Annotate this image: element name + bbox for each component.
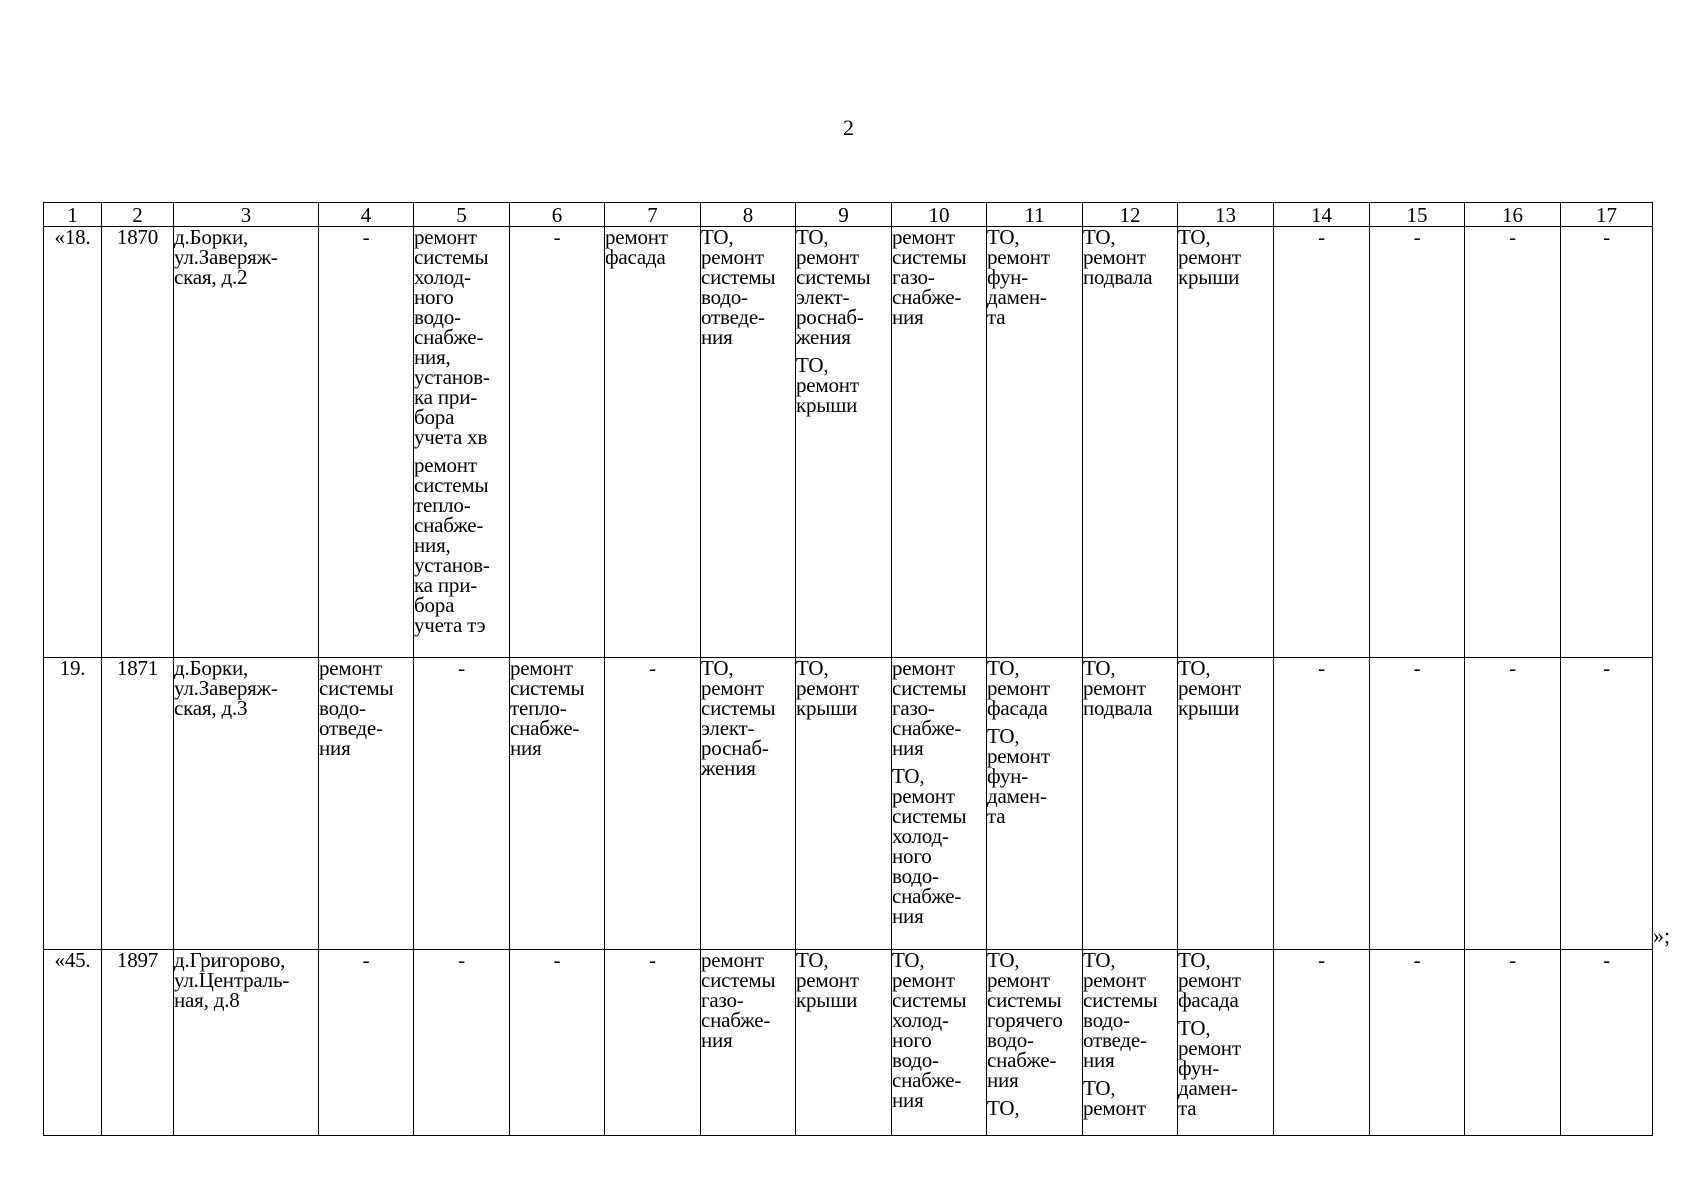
- work-cell: [319, 658, 414, 950]
- dash-text: -: [1413, 226, 1421, 249]
- work-cell: [892, 227, 987, 658]
- row-number-cell-text: «45.: [54, 949, 91, 972]
- work-cell: [605, 227, 701, 658]
- work-cell: [796, 658, 892, 950]
- dash-text: -: [1603, 949, 1610, 972]
- column-header: 12: [1083, 203, 1178, 227]
- row-id-cell-text: 1871: [116, 657, 159, 680]
- work-item-text: ремонт системы тепло- снабже- ния: [510, 657, 585, 760]
- address-cell-text: д.Борки, ул.Заверяж- ская, д.3: [174, 657, 278, 720]
- column-header: 6: [510, 203, 605, 227]
- work-cell: [1274, 950, 1370, 1136]
- work-item-text: ТО,: [987, 1096, 1020, 1120]
- header-row: [44, 203, 1653, 227]
- work-item-text: ТО, ремонт крыши: [1178, 226, 1241, 289]
- column-header: 16: [1465, 203, 1561, 227]
- work-cell: [701, 227, 796, 658]
- work-item-text: ТО, ремонт системы холод- ного водо- снабже- ния: [892, 949, 967, 1112]
- work-cell: [510, 950, 605, 1136]
- dash-text: -: [458, 949, 465, 972]
- dash-text: -: [1318, 657, 1325, 680]
- work-cell: [1465, 658, 1561, 950]
- work-cell: [987, 227, 1083, 658]
- work-cell: [510, 658, 605, 950]
- work-cell: [1561, 950, 1653, 1136]
- work-item-text: ТО, ремонт системы горячего водо- снабже- ния: [987, 949, 1063, 1092]
- work-cell: [701, 658, 796, 950]
- work-item-text: ТО, ремонт крыши: [796, 949, 859, 1012]
- work-cell: [1083, 950, 1178, 1136]
- dash-text: -: [362, 226, 370, 249]
- work-cell: [796, 227, 892, 658]
- column-header: 13: [1178, 203, 1274, 227]
- work-cell: [892, 658, 987, 950]
- dash-text: -: [1509, 949, 1516, 972]
- row-number-cell: [44, 227, 102, 658]
- row-id-cell: [102, 227, 174, 658]
- column-header: 14: [1274, 203, 1370, 227]
- dash-text: -: [1413, 657, 1421, 680]
- work-item-text: ТО, ремонт подвала: [1083, 226, 1153, 289]
- work-cell: [701, 950, 796, 1136]
- work-cell: [414, 950, 510, 1136]
- dash-text: -: [1603, 226, 1610, 249]
- work-item-text: ТО, ремонт фасада: [987, 657, 1050, 720]
- work-item-text: ремонт системы газо- снабже- ния: [892, 657, 967, 760]
- work-cell: [319, 950, 414, 1136]
- work-item-text: ТО, ремонт крыши: [796, 353, 859, 417]
- work-cell: [1370, 658, 1465, 950]
- work-item-text: ТО, ремонт системы холод- ного водо- снабже- ния: [892, 764, 967, 928]
- work-item-text: ТО, ремонт фун- дамен- та: [1178, 1016, 1241, 1120]
- dash-text: -: [1413, 949, 1421, 972]
- row-number-cell: [44, 658, 102, 950]
- work-item-text: ремонт системы газо- снабже- ния: [892, 226, 967, 329]
- work-item-text: ТО, ремонт: [1083, 1076, 1146, 1120]
- dash-text: -: [1318, 949, 1325, 972]
- work-cell: [1083, 658, 1178, 950]
- address-cell: [174, 658, 319, 950]
- work-cell: [1561, 658, 1653, 950]
- address-cell-text: д.Григорово, ул.Централь- ная, д.8: [174, 949, 290, 1012]
- work-item-text: ремонт системы холод- ного водо- снабже- ния, установ- ка при- бора учета хв: [414, 226, 490, 449]
- dash-text: -: [553, 949, 561, 972]
- column-header: 1: [44, 203, 102, 227]
- column-header: 17: [1561, 203, 1653, 227]
- dash-text: -: [649, 657, 656, 680]
- row-id-cell: [102, 950, 174, 1136]
- work-item-text: ТО, ремонт крыши: [796, 657, 859, 720]
- work-item-text: ТО, ремонт системы элект- роснаб- жения: [701, 657, 776, 780]
- work-cell: [796, 950, 892, 1136]
- work-item-text: ТО, ремонт фун- дамен- та: [987, 724, 1050, 828]
- row-number-cell-text: 19.: [59, 657, 86, 680]
- work-item-text: ТО, ремонт крыши: [1178, 657, 1241, 720]
- work-item-text: ТО, ремонт фун- дамен- та: [987, 226, 1050, 329]
- column-header: 9: [796, 203, 892, 227]
- work-cell: [414, 227, 510, 658]
- work-cell: [892, 950, 987, 1136]
- work-cell: [319, 227, 414, 658]
- column-header: 8: [701, 203, 796, 227]
- work-item-text: ремонт фасада: [605, 226, 668, 269]
- page-number: 2: [843, 115, 854, 140]
- work-item-text: ТО, ремонт системы водо- отведе- ния: [1083, 949, 1158, 1072]
- dash-text: -: [649, 949, 656, 972]
- works-table: [43, 202, 1653, 1136]
- work-item-text: ТО, ремонт подвала: [1083, 657, 1153, 720]
- address-cell: [174, 227, 319, 658]
- column-header: 5: [414, 203, 510, 227]
- work-cell: [1561, 227, 1653, 658]
- address-cell: [174, 950, 319, 1136]
- row-number-cell: [44, 950, 102, 1136]
- work-cell: [1178, 658, 1274, 950]
- work-cell: [605, 658, 701, 950]
- dash-text: -: [362, 949, 370, 972]
- row-id-cell-text: 1870: [116, 226, 159, 249]
- row-id-cell-text: 1897: [116, 949, 159, 972]
- row-close-mark: »;: [1653, 923, 1671, 948]
- work-cell: [605, 950, 701, 1136]
- work-cell: [1178, 227, 1274, 658]
- table-row: [44, 950, 1653, 1136]
- column-header: 11: [987, 203, 1083, 227]
- work-cell: [1274, 227, 1370, 658]
- row-id-cell: [102, 658, 174, 950]
- dash-text: -: [1509, 226, 1516, 249]
- work-item-text: ТО, ремонт системы водо- отведе- ния: [701, 226, 776, 349]
- work-item-text: ремонт системы газо- снабже- ния: [701, 949, 776, 1052]
- row-number-cell-text: «18.: [54, 226, 91, 249]
- work-item-text: ремонт системы тепло- снабже- ния, установ- ка при- бора учета тэ: [414, 453, 490, 637]
- work-cell: [1370, 227, 1465, 658]
- dash-text: -: [1509, 657, 1516, 680]
- work-cell: [510, 227, 605, 658]
- address-cell-text: д.Борки, ул.Заверяж- ская, д.2: [174, 226, 278, 289]
- work-cell: [1465, 227, 1561, 658]
- column-header: 2: [102, 203, 174, 227]
- column-header: 3: [174, 203, 319, 227]
- dash-text: -: [553, 226, 561, 249]
- table-row: [44, 227, 1653, 658]
- dash-text: -: [1318, 226, 1325, 249]
- work-cell: [987, 950, 1083, 1136]
- dash-text: -: [458, 657, 465, 680]
- work-cell: [1465, 950, 1561, 1136]
- work-cell: [1083, 227, 1178, 658]
- dash-text: -: [1603, 657, 1610, 680]
- table-row: [44, 658, 1653, 950]
- column-header: 10: [892, 203, 987, 227]
- work-item-text: ТО, ремонт фасада: [1178, 949, 1241, 1012]
- work-cell: [1274, 658, 1370, 950]
- work-item-text: ТО, ремонт системы элект- роснаб- жения: [796, 226, 871, 349]
- work-cell: [1370, 950, 1465, 1136]
- work-cell: [987, 658, 1083, 950]
- work-cell: [414, 658, 510, 950]
- work-item-text: ремонт системы водо- отведе- ния: [319, 657, 394, 760]
- work-cell: [1178, 950, 1274, 1136]
- column-header: 4: [319, 203, 414, 227]
- column-header: 15: [1370, 203, 1465, 227]
- column-header: 7: [605, 203, 701, 227]
